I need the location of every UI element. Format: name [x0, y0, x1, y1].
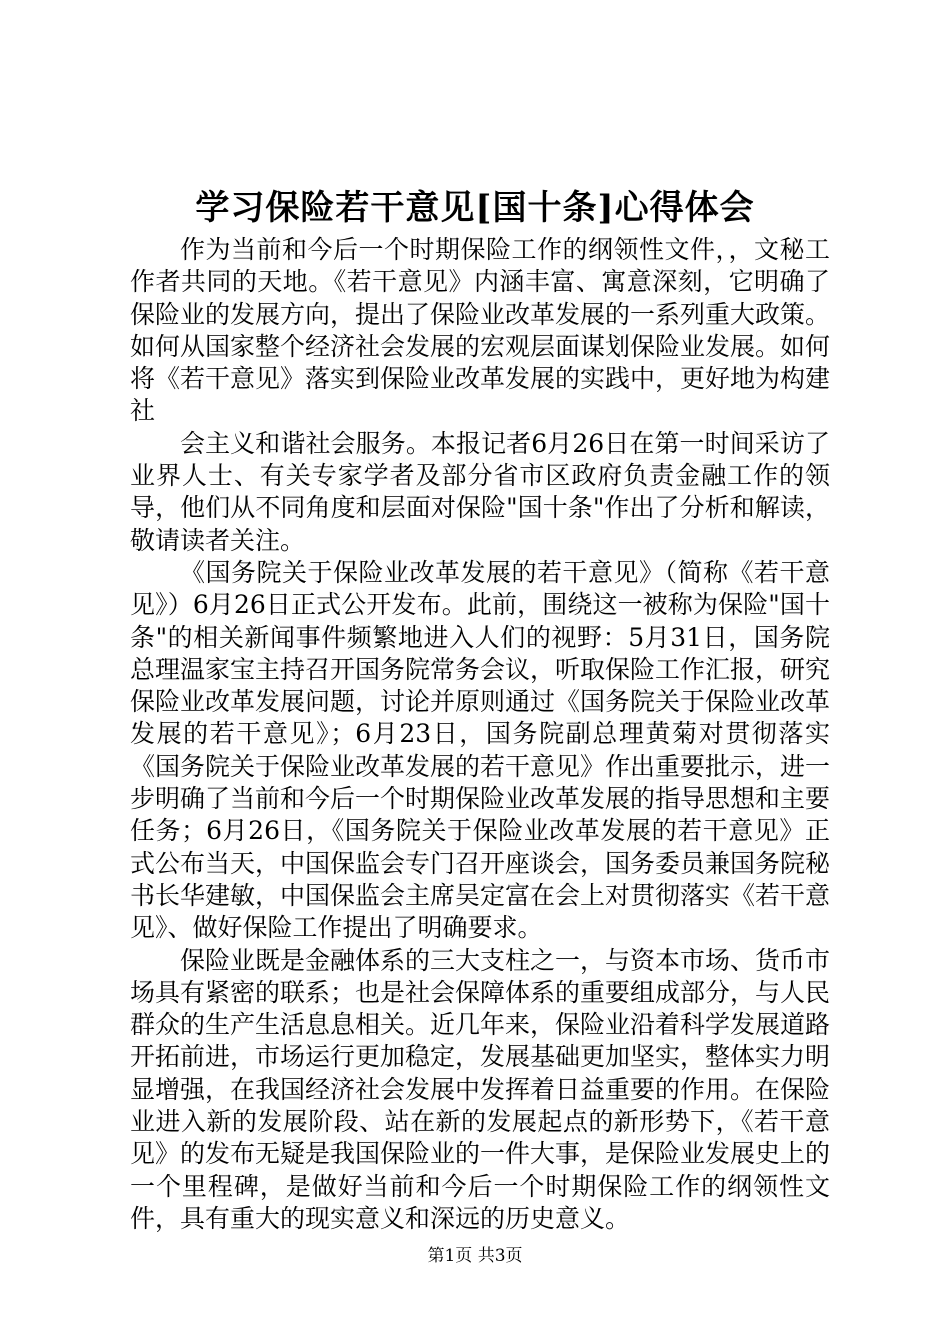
- paragraph-2: 会主义和谐社会服务。本报记者6月26日在第一时间采访了业界人士、有关专家学者及部分省市区政府负责金融工作的领导，他们从不同角度和层面对保险"国十条"作出了分析和解读，敬请读者关注。: [130, 428, 830, 555]
- document-title: 学习保险若干意见[国十条]心得体会: [195, 188, 755, 228]
- paragraph-1: 作为当前和今后一个时期保险工作的纲领性文件，，文秘工作者共同的天地。《若干意见》内涵丰富、寓意深刻，它明确了保险业的发展方向，提出了保险业改革发展的一系列重大政策。如何从国家整个经济社会发展的宏观层面谋划保险业发展。如何将《若干意见》落实到保险业改革发展的实践中，更好地为构建社: [130, 235, 831, 426]
- paragraph-3: 《国务院关于保险业改革发展的若干意见》（简称《若干意见》）6月26日正式公开发布。此前，围绕这一被称为保险"国十条"的相关新闻事件频繁地进入人们的视野：5月31日，国务院总理温家宝主持召开国务院常务会议，听取保险工作汇报，研究保险业改革发展问题，讨论并原则通过《国务院关于保险业改革发展的若干意见》；6月23日，国务院副总理黄菊对贯彻落实《国务院关于保险业改革发展的若干意见》作出重要批示，进一步明确了当前和今后一个时期保险业改革发展的指导思想和主要任务；6月26日，《国务院关于保险业改革发展的若干意见》正式公布当天，中国保监会专门召开座谈会，国务委员兼国务院秘书长华建敏，中国保监会主席吴定富在会上对贯彻落实《若干意见》、做好保险工作提出了明确要求。: [130, 557, 831, 943]
- document-body: [130, 234, 830, 1235]
- page-indicator: 第1页 共3页: [427, 1246, 523, 1266]
- paragraph-4: 保险业既是金融体系的三大支柱之一，与资本市场、货币市场具有紧密的联系；也是社会保障体系的重要组成部分，与人民群众的生产生活息息相关。近几年来，保险业沿着科学发展道路开拓前进，市场运行更加稳定，发展基础更加坚实，整体实力明显增强，在我国经济社会发展中发挥着日益重要的作用。在保险业进入新的发展阶段、站在新的发展起点的新形势下，《若干意见》的发布无疑是我国保险业的一件大事，是保险业发展史上的一个里程碑，是做好当前和今后一个时期保险工作的纲领性文件，具有重大的现实意义和深远的历史意义。: [130, 945, 831, 1233]
